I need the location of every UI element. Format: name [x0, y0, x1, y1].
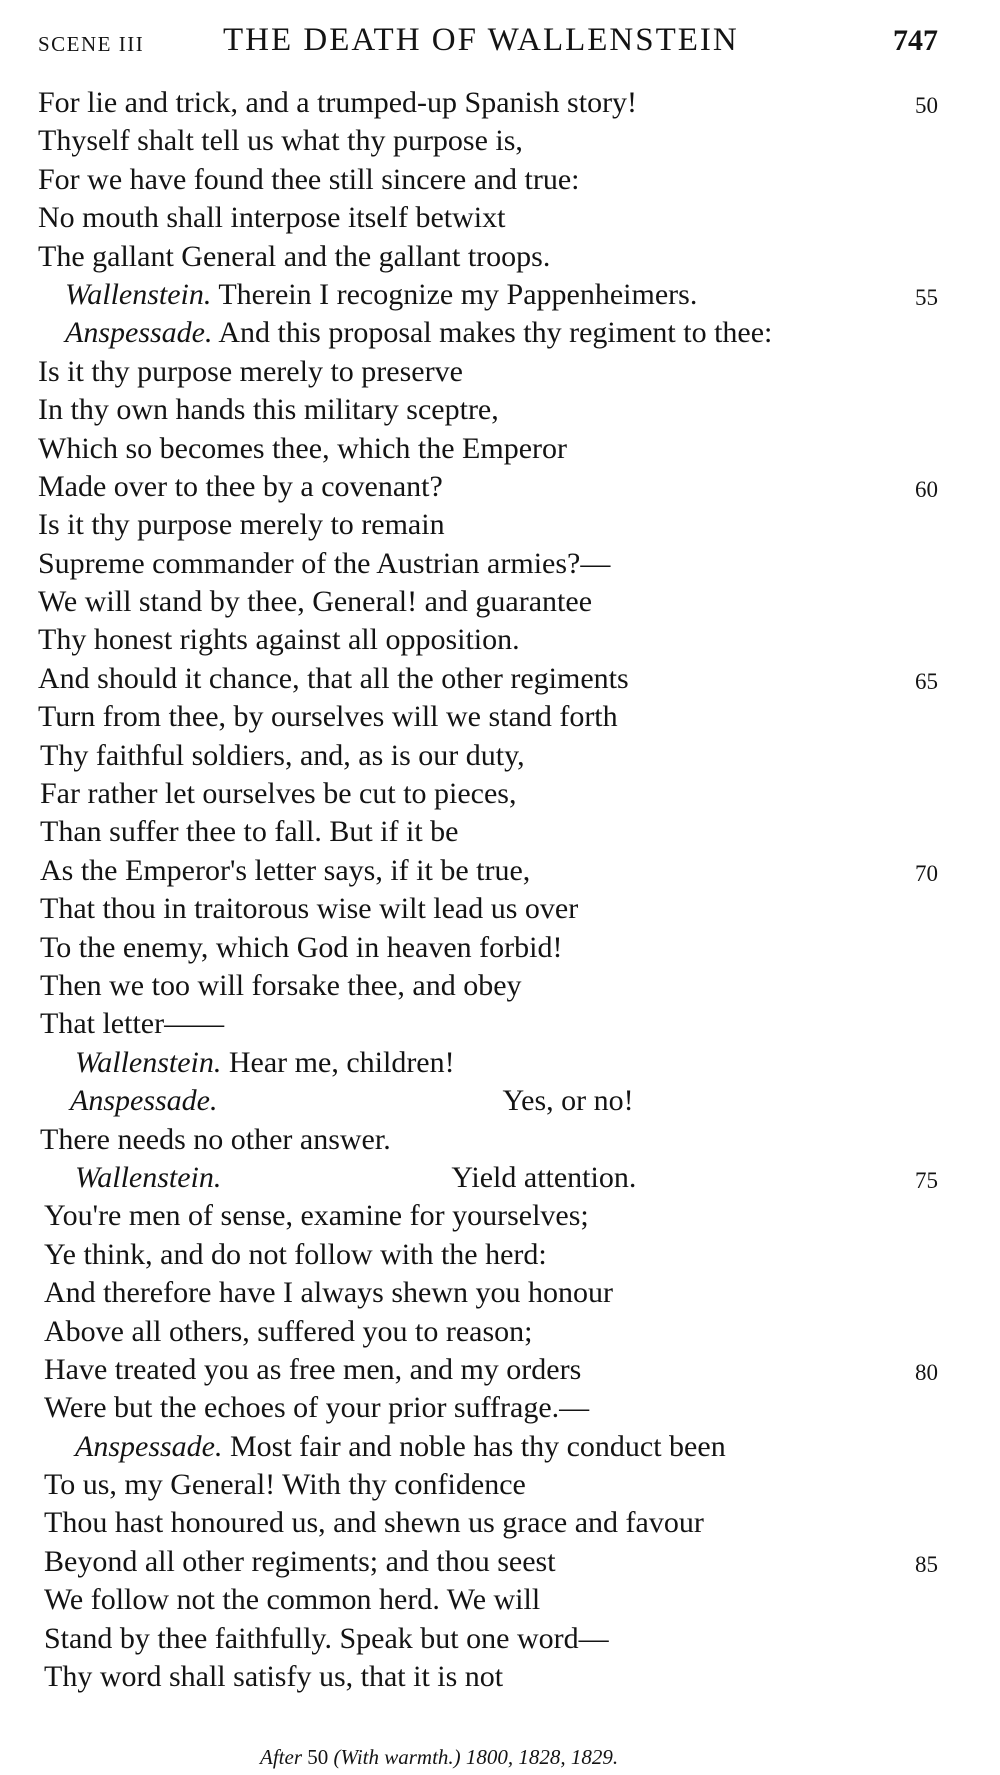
- verse-line: [0, 1313, 1000, 1351]
- speaker-name: Anspessade.: [65, 316, 213, 350]
- line-text: There needs no other answer.: [40, 1122, 391, 1156]
- line-text: To us, my General! With thy confidence: [44, 1468, 526, 1502]
- line-text: For lie and trick, and a trumped-up Spanish story!: [38, 86, 638, 119]
- verse-line: [0, 929, 1000, 967]
- footnote: [260, 1745, 618, 1770]
- verse-line: [0, 238, 1000, 276]
- verse-line: [0, 775, 1000, 813]
- line-number: 65: [915, 668, 938, 694]
- verse-line: [0, 161, 1000, 199]
- verse-line: [0, 890, 1000, 928]
- verse-line: [0, 276, 1000, 314]
- verse-line: [0, 84, 1000, 122]
- verse-line: [0, 1581, 1000, 1619]
- page-title: THE DEATH OF WALLENSTEIN: [223, 22, 739, 58]
- verse-line: [0, 1466, 1000, 1504]
- speaker-name: Anspessade.: [75, 1429, 223, 1463]
- page-number: 747: [893, 24, 938, 57]
- verse-line: [0, 1005, 1000, 1043]
- line-text: We will stand by thee, General! and guarantee: [38, 585, 593, 619]
- line-text: Thy word shall satisfy us, that it is not: [44, 1660, 504, 1694]
- line-text: Is it thy purpose merely to preserve: [38, 354, 463, 388]
- speaker-name: Wallenstein.: [65, 277, 212, 311]
- line-text: Than suffer thee to fall. But if it be: [40, 815, 459, 849]
- line-text: Yield attention.: [451, 1160, 637, 1194]
- verse-line: [0, 621, 1000, 659]
- line-text: Most fair and noble has thy conduct been: [222, 1429, 726, 1463]
- verse-line: [0, 852, 1000, 890]
- line-text: Then we too will forsake thee, and obey: [40, 968, 522, 1002]
- line-text: No mouth shall interpose itself betwixt: [38, 201, 506, 235]
- line-number: 70: [915, 860, 938, 886]
- line-number: 50: [915, 93, 938, 118]
- verse-line: [0, 353, 1000, 391]
- verse-line: [0, 199, 1000, 237]
- line-text: Is it thy purpose merely to remain: [38, 508, 445, 542]
- line-text: Therein I recognize my Pappenheimers.: [211, 277, 698, 311]
- line-text: And should it chance, that all the other regiments: [38, 661, 629, 695]
- line-text: In thy own hands this military sceptre,: [38, 393, 499, 427]
- line-number: 80: [915, 1359, 938, 1385]
- line-text: Ye think, and do not follow with the herd:: [44, 1237, 547, 1271]
- verse-line: [0, 1543, 1000, 1581]
- line-text: And therefore have I always shewn you honour: [44, 1276, 613, 1310]
- speaker-name: Wallenstein.: [75, 1045, 222, 1079]
- line-text: You're men of sense, examine for yourselves;: [44, 1199, 589, 1233]
- verse-line: [0, 1197, 1000, 1235]
- speaker-name: Anspessade.: [70, 1084, 218, 1118]
- line-text: Thou hast honoured us, and shewn us grace and favour: [44, 1506, 704, 1540]
- line-text: Have treated you as free men, and my orders: [44, 1352, 582, 1386]
- line-text: As the Emperor's letter says, if it be true,: [40, 853, 531, 887]
- verse-line: [0, 1044, 1000, 1082]
- verse-line: [0, 1620, 1000, 1658]
- verse-line: [0, 1274, 1000, 1312]
- line-text: Beyond all other regiments; and thou seest: [44, 1544, 556, 1578]
- verse-line: [0, 430, 1000, 468]
- footnote-after: After: [260, 1745, 302, 1769]
- line-text: That letter——: [40, 1007, 225, 1041]
- footnote-line-ref: 50: [307, 1745, 329, 1769]
- verse-line: [0, 1082, 1000, 1120]
- verse-line: [0, 583, 1000, 621]
- line-text: Thy honest rights against all opposition.: [38, 623, 520, 657]
- line-text: Were but the echoes of your prior suffrage.—: [44, 1391, 590, 1425]
- verse-line: [0, 1159, 1000, 1197]
- line-text: Far rather let ourselves be cut to pieces,: [40, 777, 517, 811]
- verse-line: [0, 1389, 1000, 1427]
- verse-line: [0, 813, 1000, 851]
- line-number: 85: [915, 1551, 938, 1577]
- verse-line: [0, 1351, 1000, 1389]
- verse-line: [0, 1428, 1000, 1466]
- line-text: Turn from thee, by ourselves will we stand forth: [38, 700, 618, 734]
- verse-line: [0, 314, 1000, 352]
- line-text: And this proposal makes thy regiment to thee:: [212, 316, 773, 350]
- line-number: 60: [915, 476, 938, 502]
- line-text: Yes, or no!: [502, 1084, 634, 1118]
- line-text: Thy faithful soldiers, and, as is our duty,: [40, 738, 525, 772]
- verse-line: [0, 1236, 1000, 1274]
- verse-line: [0, 967, 1000, 1005]
- line-text: Thyself shalt tell us what thy purpose is,: [38, 124, 523, 158]
- verse-line: [0, 737, 1000, 775]
- line-text: We follow not the common herd. We will: [44, 1583, 541, 1617]
- line-text: To the enemy, which God in heaven forbid!: [40, 930, 563, 964]
- line-text: Above all others, suffered you to reason;: [44, 1314, 533, 1348]
- line-number: 75: [915, 1167, 938, 1193]
- running-header: [38, 22, 938, 62]
- line-text: Which so becomes thee, which the Emperor: [38, 431, 567, 465]
- line-text: That thou in traitorous wise wilt lead us over: [40, 892, 579, 926]
- verse-text: [0, 84, 1000, 1696]
- verse-line: [0, 545, 1000, 583]
- line-text: Made over to thee by a covenant?: [38, 469, 443, 503]
- line-number: 55: [915, 284, 938, 310]
- line-text: Supreme commander of the Austrian armies?—: [38, 546, 611, 580]
- line-text: For we have found thee still sincere and true:: [38, 162, 580, 196]
- verse-line: [0, 468, 1000, 506]
- line-text: Hear me, children!: [221, 1045, 455, 1079]
- verse-line: [0, 391, 1000, 429]
- verse-line: [0, 698, 1000, 736]
- scene-label: SCENE III: [38, 32, 145, 56]
- verse-line: [0, 122, 1000, 160]
- line-text: The gallant General and the gallant troops.: [38, 239, 551, 273]
- verse-line: [0, 506, 1000, 544]
- verse-line: [0, 660, 1000, 698]
- speaker-name: Wallenstein.: [75, 1160, 222, 1194]
- footnote-editions: 1800, 1828, 1829.: [465, 1745, 619, 1769]
- verse-line: [0, 1121, 1000, 1159]
- line-text: Stand by thee faithfully. Speak but one word—: [44, 1621, 609, 1655]
- verse-line: [0, 1658, 1000, 1696]
- footnote-note: (With warmth.): [333, 1745, 461, 1769]
- verse-line: [0, 1504, 1000, 1542]
